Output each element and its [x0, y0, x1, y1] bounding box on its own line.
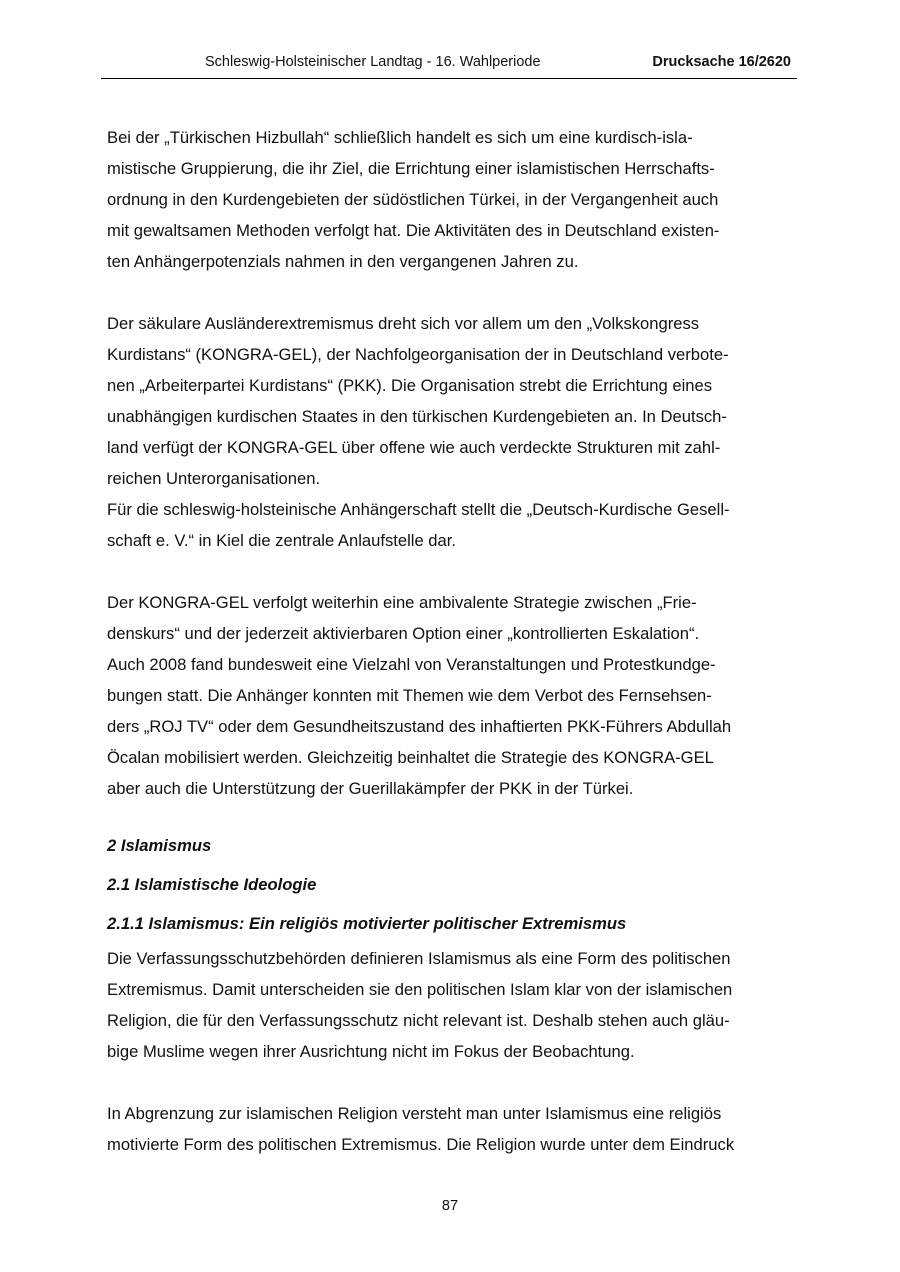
paragraph	[107, 587, 807, 804]
paragraph	[107, 1098, 807, 1160]
page-number: 87	[441, 1198, 459, 1214]
text-line: Der säkulare Ausländerextremismus dreht sich vor allem um den „Volkskongress	[107, 314, 700, 333]
subsection-heading: 2.1 Islamistische Ideologie	[107, 875, 317, 894]
text-line: ten Anhängerpotenzials nahmen in den vergangenen Jahren zu.	[107, 252, 579, 271]
text-line: reichen Unterorganisationen.	[107, 469, 321, 488]
paragraph	[107, 308, 807, 556]
text-line: bungen statt. Die Anhänger konnten mit Themen wie dem Verbot des Fernsehsen-	[107, 686, 712, 705]
paragraph-gap	[107, 556, 807, 587]
text-line: land verfügt der KONGRA-GEL über offene wie auch verdeckte Strukturen mit zahl-	[107, 438, 721, 457]
text-line: Die Verfassungsschutzbehörden definieren Islamismus als eine Form des politischen	[107, 949, 731, 968]
text-line: Bei der „Türkischen Hizbullah“ schließlich handelt es sich um eine kurdisch-isla-	[107, 128, 693, 147]
text-line: Der KONGRA-GEL verfolgt weiterhin eine ambivalente Strategie zwischen „Frie-	[107, 593, 697, 612]
page-header	[101, 52, 797, 79]
text-line: Für die schleswig-holsteinische Anhängerschaft stellt die „Deutsch-Kurdische Gesell-	[107, 500, 730, 519]
text-line: motivierte Form des politischen Extremismus. Die Religion wurde unter dem Eindruck	[107, 1135, 735, 1154]
text-line: mistische Gruppierung, die ihr Ziel, die Errichtung einer islamistischen Herrschafts-	[107, 159, 715, 178]
text-line: aber auch die Unterstützung der Guerillakämpfer der PKK in der Türkei.	[107, 779, 634, 798]
text-line: Kurdistans“ (KONGRA-GEL), der Nachfolgeorganisation der in Deutschland verbote-	[107, 345, 729, 364]
document-body	[107, 122, 807, 1160]
header-title: Schleswig-Holsteinischer Landtag - 16. Wahlperiode	[205, 54, 541, 70]
section-gap	[107, 804, 807, 826]
text-line: ders „ROJ TV“ oder dem Gesundheitszustand des inhaftierten PKK-Führers Abdullah	[107, 717, 732, 736]
text-line: In Abgrenzung zur islamischen Religion versteht man unter Islamismus eine religiös	[107, 1104, 722, 1123]
text-line: Religion, die für den Verfassungsschutz nicht relevant ist. Deshalb stehen auch gläu-	[107, 1011, 730, 1030]
subsubsection-heading: 2.1.1 Islamismus: Ein religiös motivierter politischer Extremismus	[107, 914, 627, 933]
text-line: Auch 2008 fand bundesweit eine Vielzahl von Veranstaltungen und Protestkundge-	[107, 655, 716, 674]
text-line: Öcalan mobilisiert werden. Gleichzeitig beinhaltet die Strategie des KONGRA-GEL	[107, 748, 714, 767]
text-line: ordnung in den Kurdengebieten der südöstlichen Türkei, in der Vergangenheit auch	[107, 190, 719, 209]
text-line: Extremismus. Damit unterscheiden sie den politischen Islam klar von der islamischen	[107, 980, 733, 999]
text-line: nen „Arbeiterpartei Kurdistans“ (PKK). Die Organisation strebt die Errichtung eines	[107, 376, 713, 395]
paragraph	[107, 122, 807, 277]
text-line: denskurs“ und der jederzeit aktivierbaren Option einer „kontrollierten Eskalation“.	[107, 624, 700, 643]
section-heading: 2 Islamismus	[107, 836, 212, 855]
document-number: Drucksache 16/2620	[652, 54, 791, 70]
text-line: mit gewaltsamen Methoden verfolgt hat. Die Aktivitäten des in Deutschland existen-	[107, 221, 720, 240]
paragraph-gap	[107, 277, 807, 308]
text-line: schaft e. V.“ in Kiel die zentrale Anlaufstelle dar.	[107, 531, 456, 550]
paragraph-gap	[107, 1067, 807, 1098]
text-line: unabhängigen kurdischen Staates in den türkischen Kurdengebieten an. In Deutsch-	[107, 407, 727, 426]
text-line: bige Muslime wegen ihrer Ausrichtung nicht im Fokus der Beobachtung.	[107, 1042, 635, 1061]
paragraph	[107, 943, 807, 1067]
